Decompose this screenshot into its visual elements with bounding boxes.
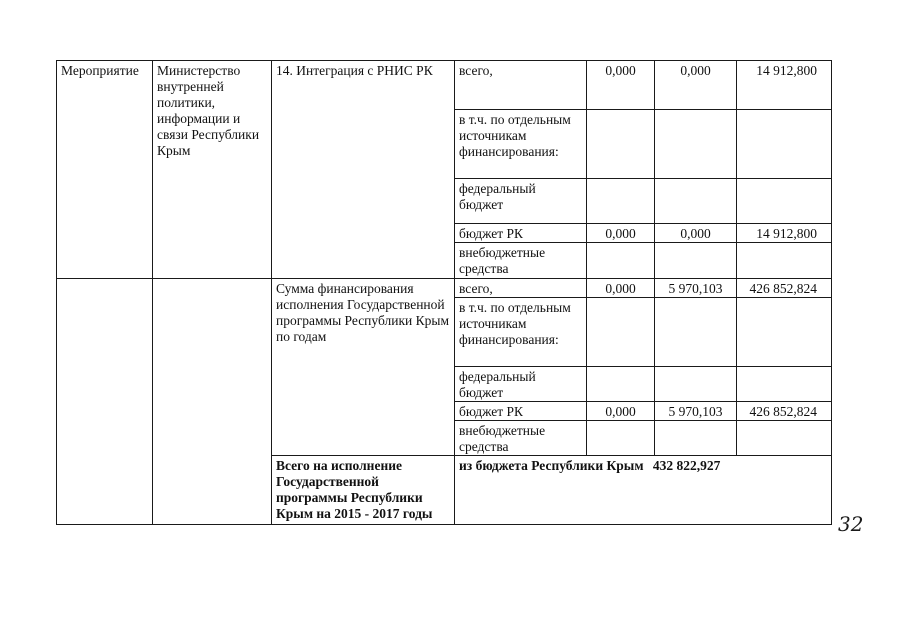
value-2016: 0,000 — [655, 61, 737, 110]
total-amount-cell — [455, 456, 832, 525]
source-label: бюджет РК — [455, 224, 587, 243]
value-2017 — [737, 298, 832, 367]
value-2015: 0,000 — [587, 61, 655, 110]
value-2017 — [737, 243, 832, 279]
source-label: федеральный бюджет — [455, 367, 587, 402]
value-2015: 0,000 — [587, 224, 655, 243]
value-2016: 5 970,103 — [655, 402, 737, 421]
value-2016: 0,000 — [655, 224, 737, 243]
value-2017: 426 852,824 — [737, 279, 832, 298]
value-2017 — [737, 110, 832, 179]
source-label: федеральный бюджет — [455, 179, 587, 224]
value-2017 — [737, 367, 832, 402]
value-2015 — [587, 421, 655, 456]
value-2015 — [587, 179, 655, 224]
source-label: в т.ч. по отдельным источникам финансирования: — [455, 298, 587, 367]
empty-cell — [153, 279, 272, 525]
value-2016: 5 970,103 — [655, 279, 737, 298]
value-2015 — [587, 367, 655, 402]
value-2015: 0,000 — [587, 279, 655, 298]
source-label: в т.ч. по отдельным источникам финансирования: — [455, 110, 587, 179]
value-2016 — [655, 367, 737, 402]
empty-cell — [57, 279, 153, 525]
executor-cell: Министерство внутренней политики, информации и связи Республики Крым — [153, 61, 272, 279]
table-row — [57, 61, 832, 110]
value-2016 — [655, 179, 737, 224]
value-2015 — [587, 298, 655, 367]
value-2015 — [587, 110, 655, 179]
value-2016 — [655, 298, 737, 367]
source-label: внебюджетные средства — [455, 243, 587, 279]
value-2017 — [737, 421, 832, 456]
value-2017: 14 912,800 — [737, 224, 832, 243]
value-2016 — [655, 110, 737, 179]
source-label: бюджет РК — [455, 402, 587, 421]
value-2015: 0,000 — [587, 402, 655, 421]
value-2017: 14 912,800 — [737, 61, 832, 110]
value-2016 — [655, 243, 737, 279]
activity-type-cell: Мероприятие — [57, 61, 153, 279]
total-source: из бюджета Республики Крым — [459, 458, 644, 473]
value-2017: 426 852,824 — [737, 402, 832, 421]
value-2016 — [655, 421, 737, 456]
activity-name-cell: 14. Интеграция с РНИС РК — [272, 61, 455, 279]
financing-table — [56, 60, 832, 525]
source-label: всего, — [455, 279, 587, 298]
total-label-cell: Всего на исполнение Государственной программы Республики Крым на 2015 - 2017 годы — [272, 456, 455, 525]
source-label: всего, — [455, 61, 587, 110]
table-row — [57, 279, 832, 298]
total-amount: 432 822,927 — [652, 458, 721, 473]
value-2015 — [587, 243, 655, 279]
source-label: внебюджетные средства — [455, 421, 587, 456]
summary-name-cell: Сумма финансирования исполнения Государственной программы Республики Крым по годам — [272, 279, 455, 456]
value-2017 — [737, 179, 832, 224]
page-number: 32 — [838, 512, 864, 536]
